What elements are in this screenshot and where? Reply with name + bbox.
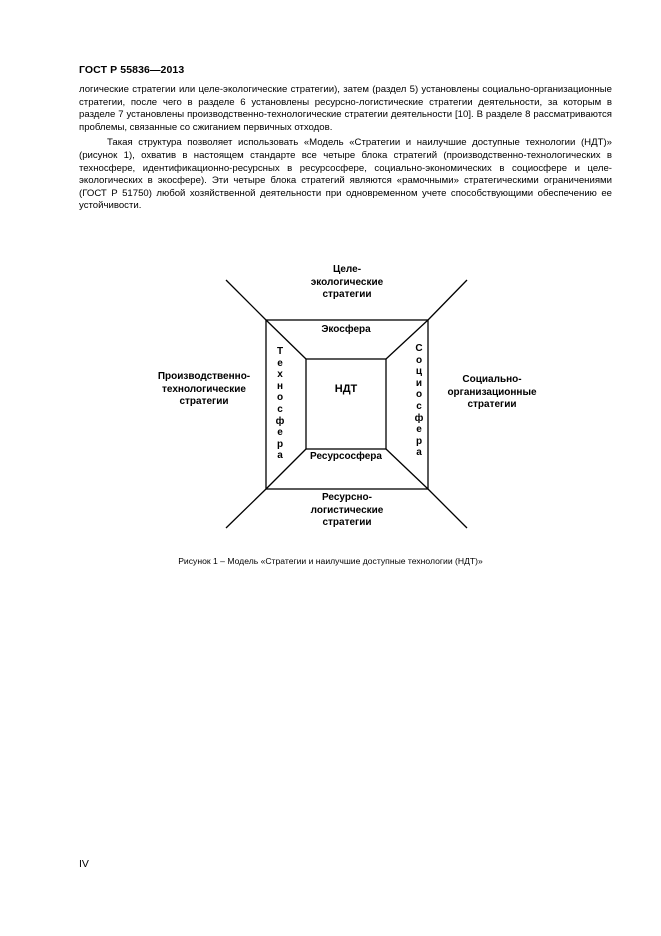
diagonal-top-left	[226, 280, 266, 320]
bottom-label-line-2: логистические	[310, 504, 384, 516]
right-label-line-2: организационные	[447, 386, 537, 398]
left-label-line-1: Производственно-	[157, 371, 251, 382]
sociosphere-letter: ф	[414, 412, 424, 424]
technosphere-letter: х	[277, 369, 283, 381]
bottom-label-line-3: стратегии	[322, 517, 372, 528]
sociosphere-letter: о	[415, 354, 423, 366]
bottom-strategy-label	[282, 492, 412, 530]
top-label-line-2: экологические	[310, 276, 384, 288]
technosphere-vertical-label	[274, 346, 286, 462]
sociosphere-letter: о	[415, 389, 423, 401]
right-strategy-label	[433, 374, 551, 412]
figure-caption: Рисунок 1 – Модель «Стратегии и наилучшие доступные технологии (НДТ)»	[178, 556, 483, 566]
sociosphere-letter: е	[416, 424, 422, 436]
left-label-line-3: стратегии	[179, 396, 229, 407]
technosphere-letter: р	[276, 438, 284, 450]
diagonal-bottom-right	[428, 489, 467, 528]
document-header: ГОСТ Р 55836—2013	[79, 64, 185, 76]
sociosphere-letter: и	[415, 377, 423, 389]
right-label-line-1: Социально-	[462, 374, 522, 385]
sociosphere-letter: р	[415, 435, 423, 447]
technosphere-letter: с	[277, 403, 283, 415]
inner-square	[306, 359, 386, 449]
left-label-line-2: технологические	[162, 383, 246, 395]
diagonal-top-right	[428, 280, 467, 320]
technosphere-letter: Т	[276, 346, 284, 357]
technosphere-letter: е	[277, 427, 283, 439]
technosphere-letter: н	[276, 380, 284, 392]
diagonal-bottom-left	[226, 489, 266, 528]
right-label-line-3: стратегии	[467, 399, 517, 410]
technosphere-letter: о	[276, 392, 284, 404]
ndt-center-label: НДТ	[334, 383, 358, 395]
resourcesphere-label: Ресурсосфера	[310, 451, 382, 462]
sociosphere-vertical-label	[413, 343, 425, 459]
technosphere-letter: а	[277, 450, 283, 462]
bottom-label-line-1: Ресурсно-	[322, 492, 372, 503]
paragraph-1: логические стратегии или целе-экологические стратегии), затем (раздел 5) установлены социально-организационные стратегии, после чего в разделе 6 установлены ресурсно-логистические стратегии деятельности, за которым в разделе 7 установлены производственно-технологические стратегии деятельности [10]. В разделе 8 рассматриваются проблемы, связанные со сжиганием первичных отходов.	[79, 84, 612, 133]
ecosphere-label: Экосфера	[321, 324, 371, 335]
sociosphere-letter: а	[416, 447, 422, 459]
left-strategy-label	[144, 371, 264, 409]
technosphere-letter: ф	[275, 415, 285, 427]
sociosphere-letter: ц	[415, 366, 423, 378]
top-label-line-3: стратегии	[322, 289, 372, 300]
technosphere-letter: е	[277, 357, 283, 369]
top-strategy-label	[282, 264, 412, 302]
top-label-line-1: Целе-	[332, 264, 362, 275]
sociosphere-letter: с	[416, 400, 422, 412]
paragraph-2: Такая структура позволяет использовать «Модель «Стратегии и наилучшие доступные технологии (НДТ)» (рисунок 1), охватив в настоящем стандарте все четыре блока стратегий (производственно-технологических в техносфере, идентификационно-ресурсных в ресурсосфере, социально-экономических в социосфере и целе-экологических в экосфере). Эти четыре блока стратегий являются «рамочными» стратегическими ограничениями (ГОСТ Р 51750) любой хозяйственной деятельности при одновременном учете способствующими обеспечению ее устойчивости.	[79, 137, 612, 212]
outer-square	[266, 320, 428, 489]
page-number: IV	[79, 858, 89, 870]
sociosphere-letter: С	[415, 343, 423, 354]
